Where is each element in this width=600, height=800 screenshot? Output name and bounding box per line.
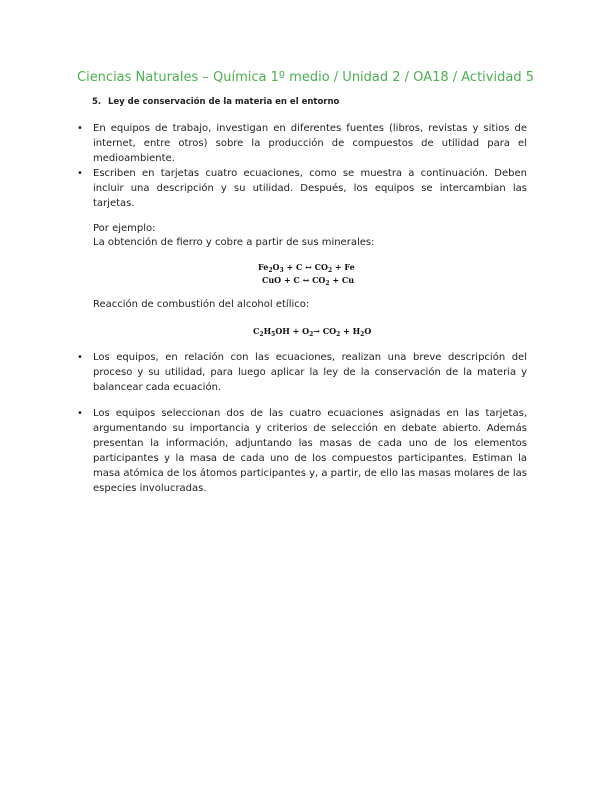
combustion-caption: Reacción de combustión del alcohol etílico: (93, 299, 310, 310)
section-title (92, 97, 339, 107)
equation-copper: CuO + C ↔ $CO_2 + Cu$ (262, 275, 355, 287)
list-item (77, 350, 527, 395)
bullet-icon: • (77, 168, 83, 179)
page-header: Ciencias Naturales – Química 1º medio / Unidad 2 / OA18 / Actividad 5 (77, 70, 534, 85)
list-item (77, 406, 527, 496)
bullet-icon: • (77, 123, 83, 134)
equation-ethanol-combustion: $C_2H_5OH + O_2\to CO_2 + H_2O$ (253, 326, 372, 338)
equation-iron: $Fe_2O_3 + C$ ↔ $CO_2 + Fe$ (258, 262, 355, 274)
list-item-text: Escriben en tarjetas cuatro ecuaciones, como se muestra a continuación. Deben incluir una descripción y su utilidad. Después, los equipos se intercambian las tarjetas. (93, 168, 527, 209)
bullet-icon: • (77, 408, 83, 419)
list-item-text: Los equipos seleccionan dos de las cuatro ecuaciones asignadas en las tarjetas, argumentando su importancia y criterios de selección en debate abierto. Además presentan la información, adjuntando las masas de cada uno de los elementos participantes y la masa de cada uno de los compuestos participantes. Estiman la masa atómica de los átomos participantes y, a partir, de ello las masas molares de las especies involucradas. (93, 408, 527, 494)
bullet-icon: • (77, 352, 83, 363)
section-number: 5. (92, 97, 102, 107)
example-intro: Por ejemplo: (93, 223, 156, 234)
mineral-caption: La obtención de fierro y cobre a partir de sus minerales: (93, 237, 375, 248)
list-item (77, 166, 527, 211)
list-item-text: En equipos de trabajo, investigan en diferentes fuentes (libros, revistas y sitios de internet, entre otros) sobre la producción de compuestos de utilidad para el medioambiente. (93, 123, 527, 164)
list-item (77, 121, 527, 166)
section-title-text: Ley de conservación de la materia en el entorno (108, 97, 340, 107)
list-item-text: Los equipos, en relación con las ecuaciones, realizan una breve descripción del proceso y su utilidad, para luego aplicar la ley de la conservación de la materia y balancear cada ecuación. (93, 352, 527, 393)
